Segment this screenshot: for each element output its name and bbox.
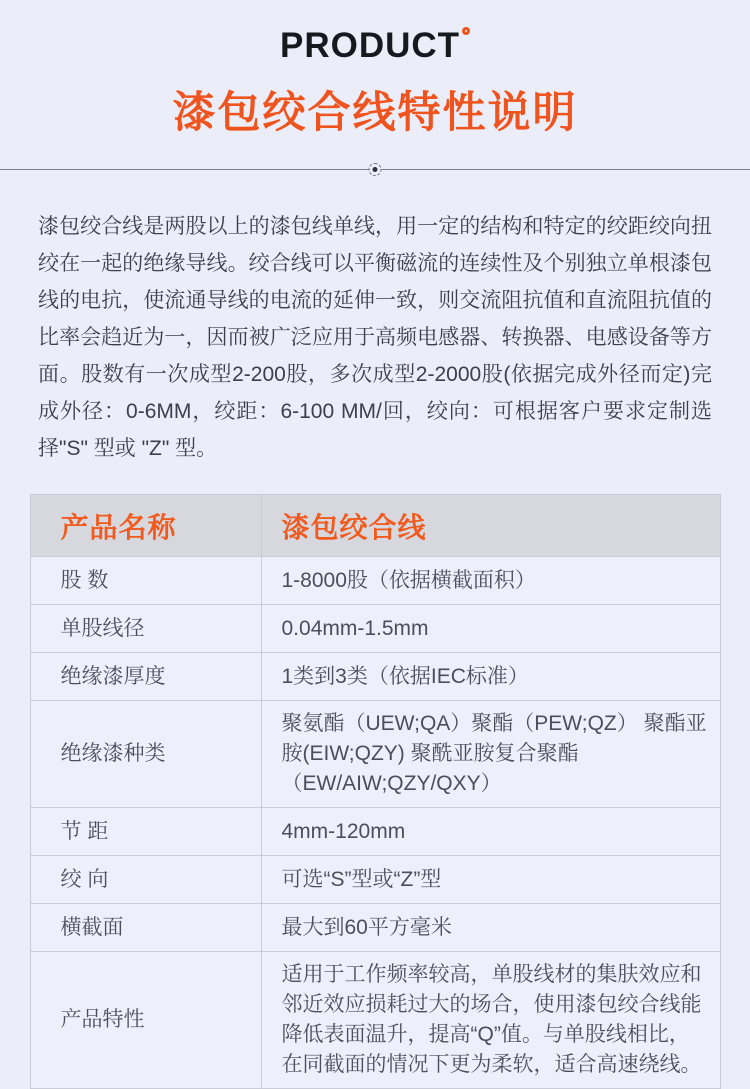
spec-label: 单股线径 <box>30 605 261 653</box>
spec-value: 1-8000股（依据横截面积） <box>261 557 720 605</box>
spec-label: 绝缘漆种类 <box>30 701 261 808</box>
table-row <box>30 808 720 856</box>
spec-label: 股 数 <box>30 557 261 605</box>
section-divider <box>0 162 750 177</box>
spec-value: 0.04mm-1.5mm <box>261 605 720 653</box>
table-row <box>30 605 720 653</box>
table-row <box>30 701 720 808</box>
intro-paragraph: 漆包绞合线是两股以上的漆包线单线，用一定的结构和特定的绞距绞向扭绞在一起的绝缘导线。绞合线可以平衡磁流的连续性及个别独立单根漆包线的电抗，使流通导线的电流的延伸一致，则交流阻抗值和直流阻抗值的比率会趋近为一，因而被广泛应用于高频电感器、转换器、电感设备等方面。股数有一次成型2-200股，多次成型2-2000股(依据完成外径而定)完成外径：0-6MM，绞距：6-100 MM/回，绞向：可根据客户要求定制选择"S" 型或 "Z" 型。 <box>38 215 712 460</box>
spec-table <box>30 494 721 1089</box>
spec-header-value: 漆包绞合线 <box>261 495 720 557</box>
table-row <box>30 904 720 952</box>
spec-label: 横截面 <box>30 904 261 952</box>
table-row <box>30 952 720 1089</box>
page-title: 漆包绞合线特性说明 <box>172 89 578 137</box>
spec-header-row <box>30 495 720 557</box>
spec-label: 产品特性 <box>30 952 261 1089</box>
spec-value: 最大到60平方毫米 <box>261 904 720 952</box>
spec-value: 可选“S”型或“Z”型 <box>261 856 720 904</box>
spec-label: 节 距 <box>30 808 261 856</box>
spec-label: 绝缘漆厚度 <box>30 653 261 701</box>
product-eyebrow-text: PRODUCT <box>279 26 461 65</box>
spec-header-label: 产品名称 <box>30 495 261 557</box>
table-row <box>30 856 720 904</box>
spec-value: 4mm-120mm <box>261 808 720 856</box>
degree-ring-icon <box>462 27 470 35</box>
spec-label: 绞 向 <box>30 856 261 904</box>
spec-value: 适用于工作频率较高，单股线材的集肤效应和邻近效应损耗过大的场合，使用漆包绞合线能降低表面温升，提高“Q”值。与单股线相比，在同截面的情况下更为柔软，适合高速绕线。 <box>261 952 720 1089</box>
divider-ornament-icon <box>369 163 382 176</box>
spec-value: 1类到3类（依据IEC标准） <box>261 653 720 701</box>
product-eyebrow <box>0 26 750 66</box>
table-row <box>30 653 720 701</box>
spec-value: 聚氨酯（UEW;QA）聚酯（PEW;QZ） 聚酯亚胺(EIW;QZY) 聚酰亚胺复合聚酯（EW/AIW;QZY/QXY） <box>261 701 720 808</box>
table-row <box>30 557 720 605</box>
